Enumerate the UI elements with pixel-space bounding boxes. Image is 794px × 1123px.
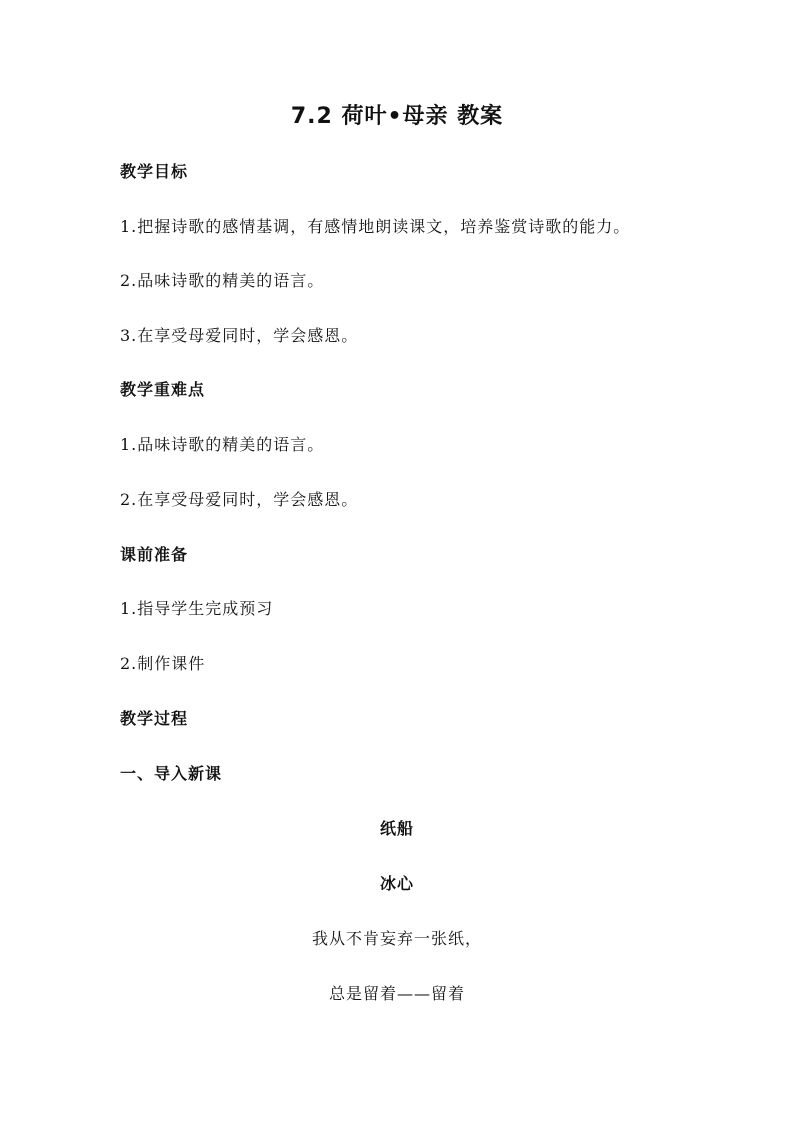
goal-item-3: 3.在享受母爱同时，学会感恩。 (120, 326, 359, 345)
process-subheading-intro: 一、导入新课 (120, 764, 223, 783)
poem-title: 纸船 (379, 819, 414, 838)
poem-author: 冰心 (379, 874, 414, 893)
preparation-item-2: 2.制作课件 (120, 654, 206, 673)
section-heading-key-points: 教学重难点 (120, 380, 206, 399)
goal-item-2: 2.品味诗歌的精美的语言。 (120, 271, 325, 290)
section-heading-goals: 教学目标 (120, 162, 189, 181)
section-heading-preparation: 课前准备 (120, 545, 189, 564)
key-point-item-1: 1.品味诗歌的精美的语言。 (120, 435, 325, 454)
goal-item-1: 1.把握诗歌的感情基调，有感情地朗读课文，培养鉴赏诗歌的能力。 (120, 217, 631, 236)
section-heading-process: 教学过程 (120, 709, 189, 728)
document-title: 7.2 荷叶•母亲 教案 (290, 104, 504, 129)
poem-line-1: 我从不肯妄弃一张纸， (311, 929, 482, 948)
preparation-item-1: 1.指导学生完成预习 (120, 599, 274, 618)
key-point-item-2: 2.在享受母爱同时，学会感恩。 (120, 490, 359, 509)
poem-line-2: 总是留着——留着 (328, 984, 465, 1003)
